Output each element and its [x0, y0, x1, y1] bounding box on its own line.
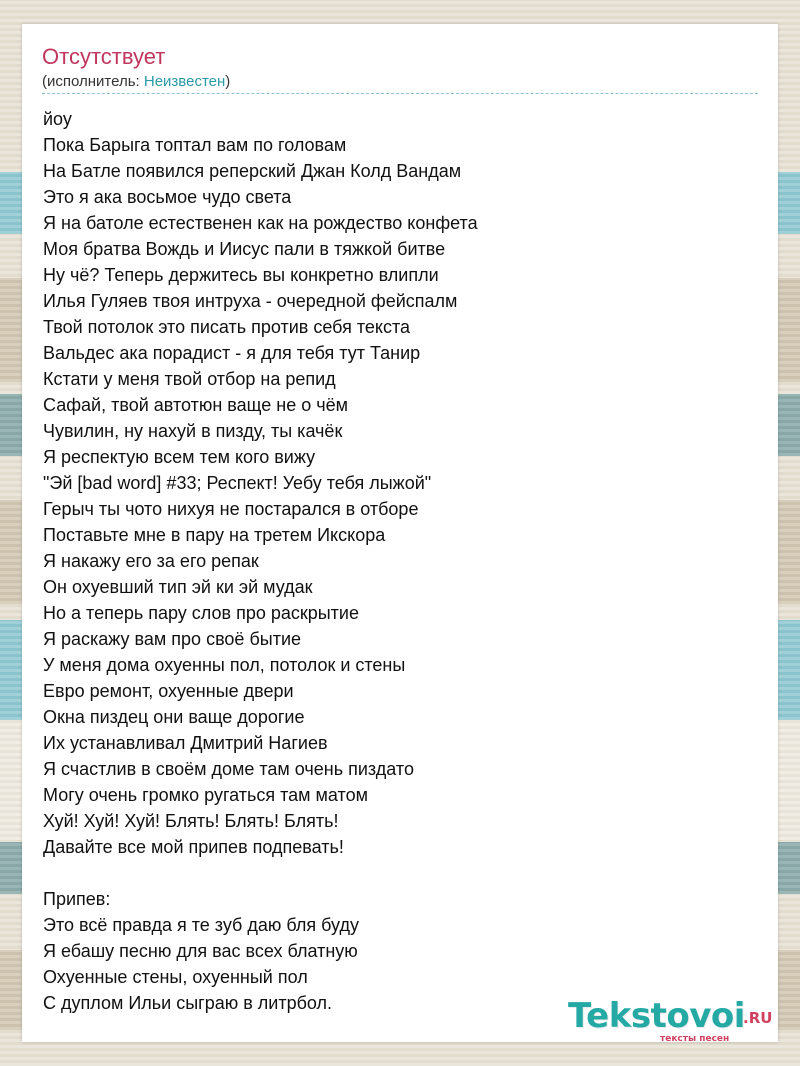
lyric-line: Но а теперь пару слов про раскрытие: [43, 603, 359, 623]
lyrics-body: [43, 106, 759, 1016]
lyric-line: Он охуевший тип эй ки эй мудак: [43, 577, 313, 597]
performer-suffix: ): [225, 73, 231, 90]
lyric-line: Это я ака восьмое чудо света: [43, 187, 292, 207]
lyric-line: Припев:: [43, 889, 111, 909]
lyric-line: Я ебашу песню для вас всех блатную: [43, 941, 358, 961]
lyric-line: Чувилин, ну нахуй в пизду, ты качёк: [43, 421, 343, 441]
performer-line: [42, 73, 230, 90]
lyric-line: Ну чё? Теперь держитесь вы конкретно влипли: [43, 265, 439, 285]
lyric-line: Евро ремонт, охуенные двери: [43, 681, 294, 701]
lyrics-card: [22, 24, 778, 1042]
logo-tld: .RU: [743, 1009, 773, 1027]
logo-tagline: тексты песен: [660, 1034, 730, 1044]
song-title: Отсутствует: [42, 44, 166, 69]
lyric-line: Это всё правда я те зуб даю бля буду: [43, 915, 359, 935]
lyric-line: Я накажу его за его репак: [43, 551, 259, 571]
lyric-line: Сафай, твой автотюн ваще не о чём: [43, 395, 348, 415]
lyric-line: Илья Гуляев твоя интруха - очередной фейспалм: [43, 291, 458, 311]
lyric-line: Вальдес ака порадист - я для тебя тут Танир: [43, 343, 421, 363]
lyric-line: Пока Барыга топтал вам по головам: [43, 135, 347, 155]
lyric-line: Давайте все мой припев подпевать!: [43, 837, 344, 857]
lyric-line: Я на батоле естественен как на рождество конфета: [43, 213, 478, 233]
lyric-line: У меня дома охуенны пол, потолок и стены: [43, 655, 406, 675]
lyric-line: На Батле появился реперский Джан Колд Вандам: [43, 161, 462, 181]
lyric-line: Окна пиздец они ваще дорогие: [43, 707, 305, 727]
lyric-stanza-gap: [43, 860, 759, 886]
lyric-line: Я респектую всем тем кого вижу: [43, 447, 316, 467]
lyric-line: Моя братва Вождь и Иисус пали в тяжкой битве: [43, 239, 446, 259]
lyric-line: Поставьте мне в пару на третем Икскора: [43, 525, 386, 545]
lyric-line: Хуй! Хуй! Хуй! Блять! Блять! Блять!: [43, 811, 339, 831]
performer-prefix: (исполнитель:: [42, 73, 144, 90]
lyric-line: Охуенные стены, охуенный пол: [43, 967, 308, 987]
lyric-line: Могу очень громко ругаться там матом: [43, 785, 368, 805]
lyric-line: "Эй [bad word] #33; Респект! Уебу тебя лыжой": [43, 473, 432, 493]
lyric-line: Твой потолок это писать против себя текста: [43, 317, 411, 337]
lyric-line: Их устанавливал Дмитрий Нагиев: [43, 733, 328, 753]
lyric-line: С дуплом Ильи сыграю в литрбол.: [43, 993, 333, 1013]
title-divider: [42, 93, 758, 94]
lyric-line: Кстати у меня твой отбор на репид: [43, 369, 336, 389]
lyric-line: Герыч ты чото нихуя не постарался в отборе: [43, 499, 419, 519]
lyric-line: Я счастлив в своём доме там очень пиздато: [43, 759, 414, 779]
performer-link[interactable]: Неизвестен: [143, 73, 226, 90]
logo-name: Tekstovoi: [568, 996, 745, 1036]
site-logo[interactable]: [568, 996, 783, 1046]
lyric-line: йоу: [43, 109, 72, 129]
lyric-line: Я раскажу вам про своё бытие: [43, 629, 302, 649]
